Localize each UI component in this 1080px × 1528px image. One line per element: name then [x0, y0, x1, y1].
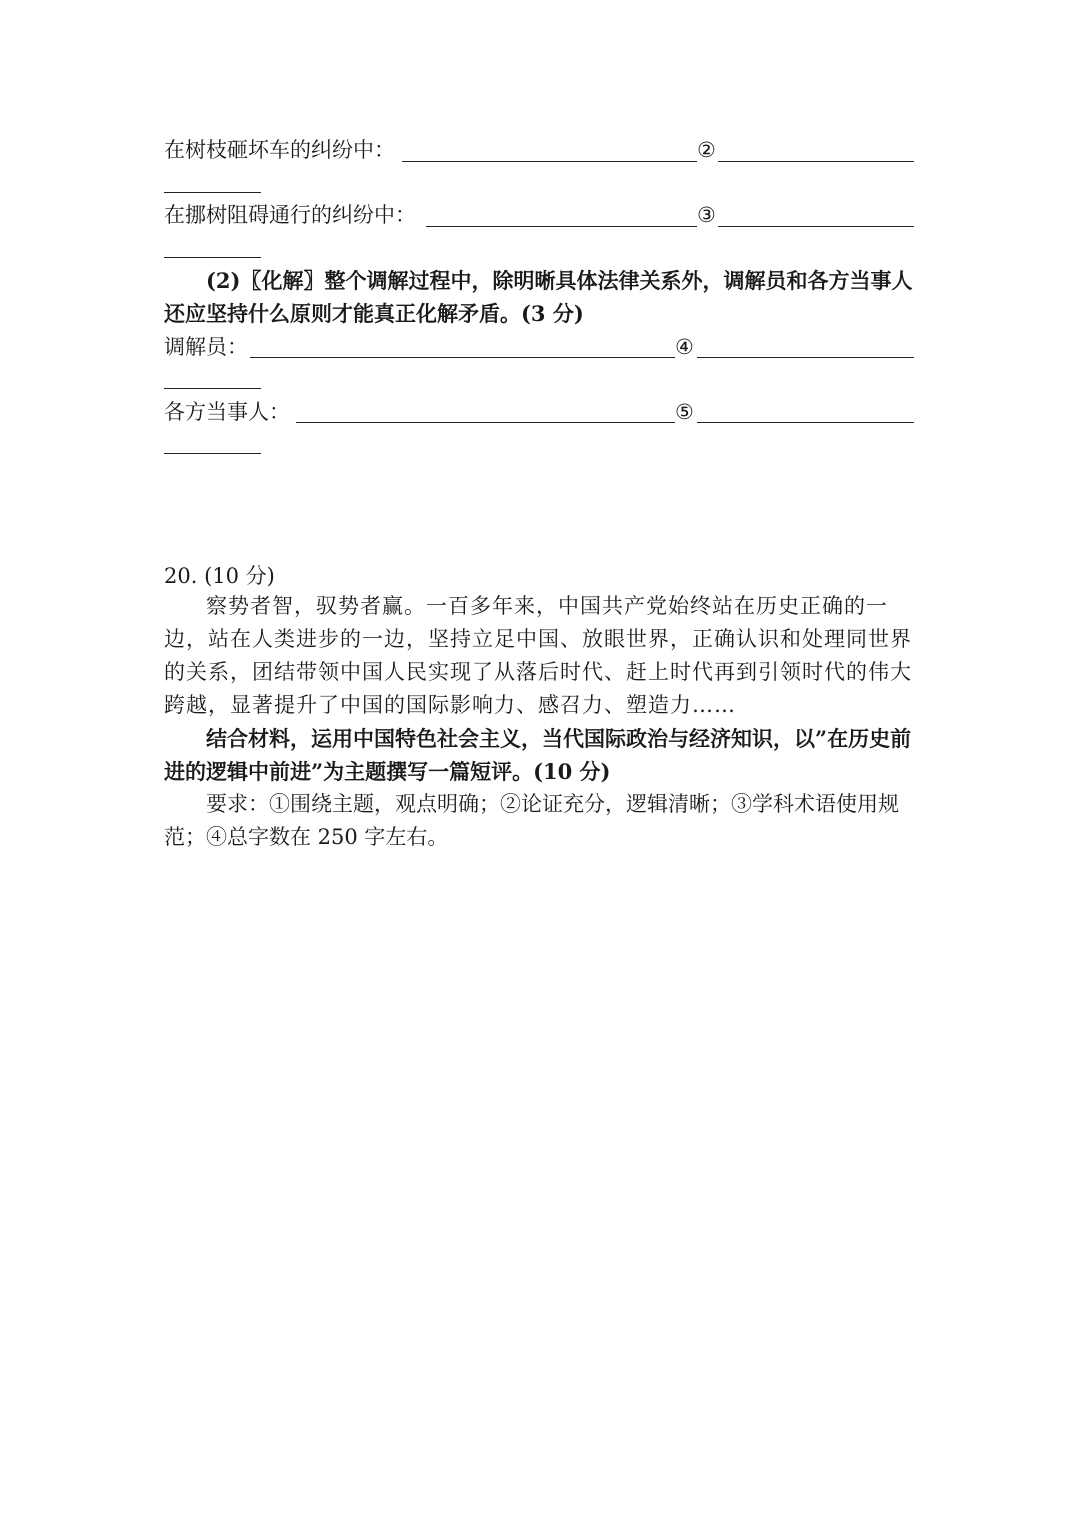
- answer-blank-4[interactable]: [718, 226, 914, 227]
- answer-blank-3[interactable]: [426, 226, 697, 227]
- answer-blank-4-continued[interactable]: [164, 257, 261, 258]
- fill-label-4: 各方当事人：: [164, 400, 290, 424]
- circled-number-3: ③: [697, 203, 716, 227]
- question-20-header: 20. (10 分): [164, 564, 275, 588]
- question-20-task: 结合材料，运用中国特色社会主义，当代国际政治与经济知识，以”在历史前进的逻辑中前进”为主题撰写一篇短评。(10 分): [164, 726, 912, 784]
- answer-blank-7[interactable]: [296, 422, 675, 423]
- circled-number-5: ⑤: [675, 400, 694, 424]
- answer-blank-2-continued[interactable]: [164, 192, 261, 193]
- circled-number-4: ④: [675, 335, 694, 359]
- answer-blank-6-continued[interactable]: [164, 388, 261, 389]
- answer-blank-8-continued[interactable]: [164, 453, 261, 454]
- question-20-requirements: 要求：①围绕主题，观点明确；②论证充分，逻辑清晰；③学科术语使用规范；④总字数在 250 字左右。: [164, 792, 899, 849]
- answer-blank-2[interactable]: [718, 161, 914, 162]
- answer-blank-6[interactable]: [697, 357, 914, 358]
- answer-blank-8[interactable]: [697, 422, 914, 423]
- fill-label-2: 在挪树阻碍通行的纠纷中：: [164, 203, 416, 227]
- circled-number-2: ②: [697, 138, 716, 162]
- fill-label-1: 在树枝砸坏车的纠纷中：: [164, 138, 395, 162]
- fill-label-3: 调解员：: [164, 335, 248, 359]
- question-20-material: 察势者智，驭势者赢。一百多年来，中国共产党始终站在历史正确的一边，站在人类进步的一边，坚持立足中国、放眼世界，正确认识和处理同世界的关系，团结带领中国人民实现了从落后时代、赶上时代再到引领时代的伟大跨越，显著提升了中国的国际影响力、感召力、塑造力……: [164, 594, 912, 717]
- answer-blank-1[interactable]: [402, 161, 697, 162]
- question-19-part-2: (2)〖化解〗整个调解过程中，除明晰具体法律关系外，调解员和各方当事人还应坚持什么原则才能真正化解矛盾。(3 分): [164, 268, 913, 326]
- answer-blank-5[interactable]: [250, 357, 675, 358]
